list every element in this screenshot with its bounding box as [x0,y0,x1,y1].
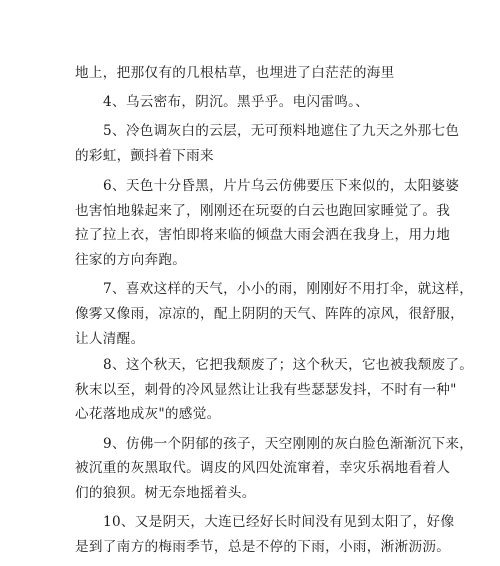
text-line: 也害怕地躲起来了，刚刚还在玩耍的白云也跑回家睡觉了。我 [75,203,451,219]
text-line: 9、仿佛一个阴郁的孩子，天空刚刚的灰白脸色渐渐沉下来， [103,436,474,452]
text-line: 5、冷色调灰白的云层，无可预料地遮住了九天之外那七色 [103,123,460,139]
text-line: 10、又是阴天，大连已经好长时间没有见到太阳了，好像 [103,514,455,530]
text-line: 拉了拉上衣，害怕即将来临的倾盘大雨会洒在我身上，用力地 [75,227,451,243]
text-line: 们的狼狈。树无奈地摇着头。 [75,485,256,501]
text-line: 8、这个秋天，它把我颓废了；这个秋天，它也被我颓废了。 [103,357,474,373]
text-line: 让人清醒。 [75,331,145,347]
text-line: 7、喜欢这样的天气，小小的雨，刚刚好不用打伞，就这样， [103,281,474,297]
text-line: 被沉重的灰黑取代。调皮的风四处流窜着，幸灾乐祸地看着人 [75,460,451,476]
text-line: 秋末以至，刺骨的冷风显然让让我有些瑟瑟发抖，不时有一种" [75,382,457,398]
text-line: 6、天色十分昏黑，片片乌云仿佛要压下来似的，太阳婆婆 [103,178,460,194]
text-line: 地上，把那仅有的几根枯草，也埋进了白茫茫的海里 [75,65,395,81]
text-line: 4、乌云密布，阴沉。黑乎乎。电闪雷鸣。、 [103,94,370,110]
text-line: 往家的方向奔跑。 [75,252,187,268]
text-line: 心花落地成灰"的感觉。 [75,406,221,422]
text-line: 是到了南方的梅雨季节，总是不停的下雨，小雨，淅淅沥沥。 [75,539,451,555]
text-line: 像雾又像雨，凉凉的，配上阴阴的天气、阵阵的凉风，很舒服， [75,306,465,322]
text-line: 的彩虹，颤抖着下雨来 [75,148,214,164]
